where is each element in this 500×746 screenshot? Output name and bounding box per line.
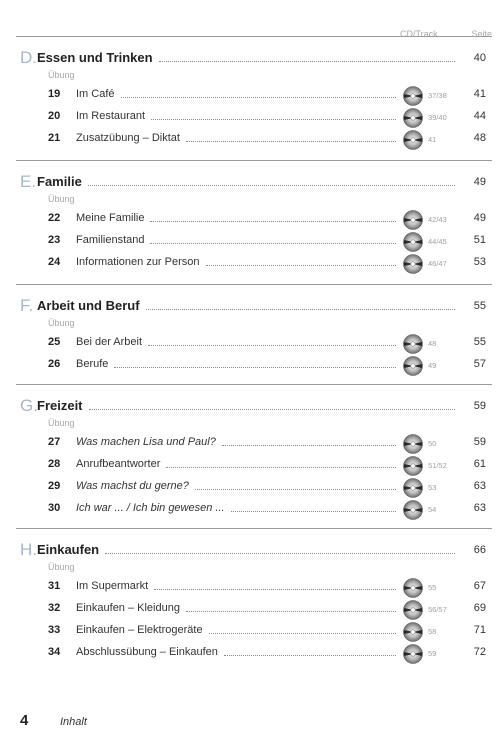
lesson-title: Einkaufen – Elektrogeräte: [76, 624, 203, 636]
lesson-page-number: 49: [473, 212, 486, 224]
lesson-number: 24: [48, 256, 61, 268]
lesson-page-number: 53: [473, 256, 486, 268]
section-heading: [0, 396, 500, 420]
column-header-cd-track: CD/Track: [400, 29, 438, 39]
lesson-number: 19: [48, 88, 61, 100]
lesson-row: [0, 478, 500, 498]
dot-leader: [105, 553, 455, 554]
dot-leader: [89, 409, 455, 410]
section-divider: [16, 528, 492, 529]
section-letter: F.: [20, 296, 34, 315]
lesson-title: Familienstand: [76, 234, 145, 246]
dot-leader: [166, 467, 396, 468]
section-page-number: 55: [473, 300, 486, 312]
lesson-number: 26: [48, 358, 61, 370]
cd-track-number: 42/43: [428, 215, 447, 224]
uebung-label: Übung: [48, 318, 75, 328]
cd-track-number: 46/47: [428, 259, 447, 268]
lesson-number: 21: [48, 132, 61, 144]
section-page-number: 59: [473, 400, 486, 412]
cd-track-number: 50: [428, 439, 437, 448]
lesson-title: Anrufbeantworter: [76, 458, 161, 470]
lesson-page-number: 51: [473, 234, 486, 246]
lesson-title: Im Supermarkt: [76, 580, 149, 592]
cd-track-number: 58: [428, 627, 437, 636]
section-heading: [0, 48, 500, 72]
dot-leader: [121, 97, 396, 98]
lesson-title: Berufe: [76, 358, 109, 370]
lesson-page-number: 61: [473, 458, 486, 470]
lesson-title: Im Restaurant: [76, 110, 146, 122]
cd-track-number: 44/45: [428, 237, 447, 246]
lesson-title: Im Café: [76, 88, 115, 100]
lesson-page-number: 67: [473, 580, 486, 592]
uebung-label: Übung: [48, 562, 75, 572]
section-divider: [16, 284, 492, 285]
lesson-row: [0, 86, 500, 106]
section-divider: [16, 36, 492, 37]
lesson-row: [0, 210, 500, 230]
dot-leader: [146, 309, 455, 310]
section-divider: [16, 160, 492, 161]
lesson-page-number: 72: [473, 646, 486, 658]
lesson-page-number: 69: [473, 602, 486, 614]
cd-track-number: 41: [428, 135, 437, 144]
lesson-page-number: 59: [473, 436, 486, 448]
uebung-label: Übung: [48, 194, 75, 204]
lesson-number: 30: [48, 502, 61, 514]
dot-leader: [231, 511, 396, 512]
dot-leader: [88, 185, 455, 186]
lesson-number: 29: [48, 480, 61, 492]
lesson-page-number: 63: [473, 502, 486, 514]
section-letter: G.: [20, 396, 38, 415]
lesson-row: [0, 600, 500, 620]
cd-disc-icon: [401, 85, 425, 107]
cd-disc-icon: [401, 253, 425, 275]
cd-disc-icon: [401, 599, 425, 621]
lesson-number: 32: [48, 602, 61, 614]
dot-leader: [186, 141, 396, 142]
lesson-row: [0, 622, 500, 642]
lesson-title: Informationen zur Person: [76, 256, 200, 268]
column-header-seite: Seite: [471, 29, 492, 39]
cd-track-number: 54: [428, 505, 437, 514]
cd-disc-icon: [401, 433, 425, 455]
dot-leader: [186, 611, 396, 612]
cd-track-number: 51/52: [428, 461, 447, 470]
lesson-row: [0, 334, 500, 354]
uebung-label: Übung: [48, 418, 75, 428]
cd-disc-icon: [401, 477, 425, 499]
lesson-title: Bei der Arbeit: [76, 336, 143, 348]
lesson-title: Einkaufen – Kleidung: [76, 602, 180, 614]
lesson-page-number: 41: [473, 88, 486, 100]
lesson-row: [0, 578, 500, 598]
cd-disc-icon: [401, 209, 425, 231]
cd-disc-icon: [401, 231, 425, 253]
section-heading: [0, 172, 500, 196]
lesson-number: 27: [48, 436, 61, 448]
section-letter: H.: [20, 540, 37, 559]
section-letter: E.: [20, 172, 37, 191]
cd-track-number: 55: [428, 583, 437, 592]
dot-leader: [154, 589, 396, 590]
lesson-title: Was machen Lisa und Paul?: [76, 436, 216, 448]
cd-disc-icon: [401, 333, 425, 355]
cd-track-number: 37/38: [428, 91, 447, 100]
cd-disc-icon: [401, 355, 425, 377]
lesson-number: 23: [48, 234, 61, 246]
lesson-row: [0, 434, 500, 454]
cd-disc-icon: [401, 129, 425, 151]
section-title: Essen und Trinken: [37, 50, 153, 65]
dot-leader: [224, 655, 396, 656]
lesson-row: [0, 130, 500, 150]
lesson-title: Meine Familie: [76, 212, 145, 224]
lesson-title: Abschlussübung – Einkaufen: [76, 646, 218, 658]
lesson-page-number: 71: [473, 624, 486, 636]
lesson-row: [0, 644, 500, 664]
lesson-row: [0, 356, 500, 376]
section-heading: [0, 540, 500, 564]
section-page-number: 66: [473, 544, 486, 556]
lesson-row: [0, 456, 500, 476]
lesson-page-number: 57: [473, 358, 486, 370]
lesson-number: 25: [48, 336, 61, 348]
lesson-page-number: 55: [473, 336, 486, 348]
cd-disc-icon: [401, 643, 425, 665]
lesson-row: [0, 500, 500, 520]
dot-leader: [159, 61, 455, 62]
lesson-title: Was machst du gerne?: [76, 480, 189, 492]
lesson-number: 34: [48, 646, 61, 658]
dot-leader: [206, 265, 396, 266]
section-heading: [0, 296, 500, 320]
section-letter: D.: [20, 48, 37, 67]
lesson-title: Zusatzübung – Diktat: [76, 132, 180, 144]
cd-disc-icon: [401, 107, 425, 129]
lesson-row: [0, 254, 500, 274]
cd-track-number: 39/40: [428, 113, 447, 122]
dot-leader: [114, 367, 396, 368]
dot-leader: [150, 243, 396, 244]
lesson-page-number: 44: [473, 110, 486, 122]
footer-label: Inhalt: [60, 716, 87, 728]
dot-leader: [195, 489, 396, 490]
lesson-title: Ich war ... / Ich bin gewesen ...: [76, 502, 225, 514]
lesson-row: [0, 108, 500, 128]
cd-disc-icon: [401, 499, 425, 521]
dot-leader: [209, 633, 396, 634]
lesson-number: 33: [48, 624, 61, 636]
dot-leader: [151, 119, 396, 120]
cd-track-number: 53: [428, 483, 437, 492]
cd-disc-icon: [401, 455, 425, 477]
lesson-row: [0, 232, 500, 252]
footer-page-number: 4: [20, 712, 29, 729]
dot-leader: [148, 345, 396, 346]
section-divider: [16, 384, 492, 385]
cd-track-number: 59: [428, 649, 437, 658]
cd-track-number: 48: [428, 339, 437, 348]
lesson-number: 28: [48, 458, 61, 470]
lesson-page-number: 48: [473, 132, 486, 144]
section-page-number: 40: [473, 52, 486, 64]
section-title: Arbeit und Beruf: [37, 298, 140, 313]
section-page-number: 49: [473, 176, 486, 188]
lesson-page-number: 63: [473, 480, 486, 492]
cd-disc-icon: [401, 621, 425, 643]
section-title: Einkaufen: [37, 542, 100, 557]
cd-track-number: 56/57: [428, 605, 447, 614]
dot-leader: [222, 445, 396, 446]
lesson-number: 31: [48, 580, 61, 592]
section-title: Familie: [37, 174, 82, 189]
lesson-number: 20: [48, 110, 61, 122]
cd-disc-icon: [401, 577, 425, 599]
cd-track-number: 49: [428, 361, 437, 370]
section-title: Freizeit: [37, 398, 83, 413]
lesson-number: 22: [48, 212, 61, 224]
uebung-label: Übung: [48, 70, 75, 80]
dot-leader: [150, 221, 396, 222]
